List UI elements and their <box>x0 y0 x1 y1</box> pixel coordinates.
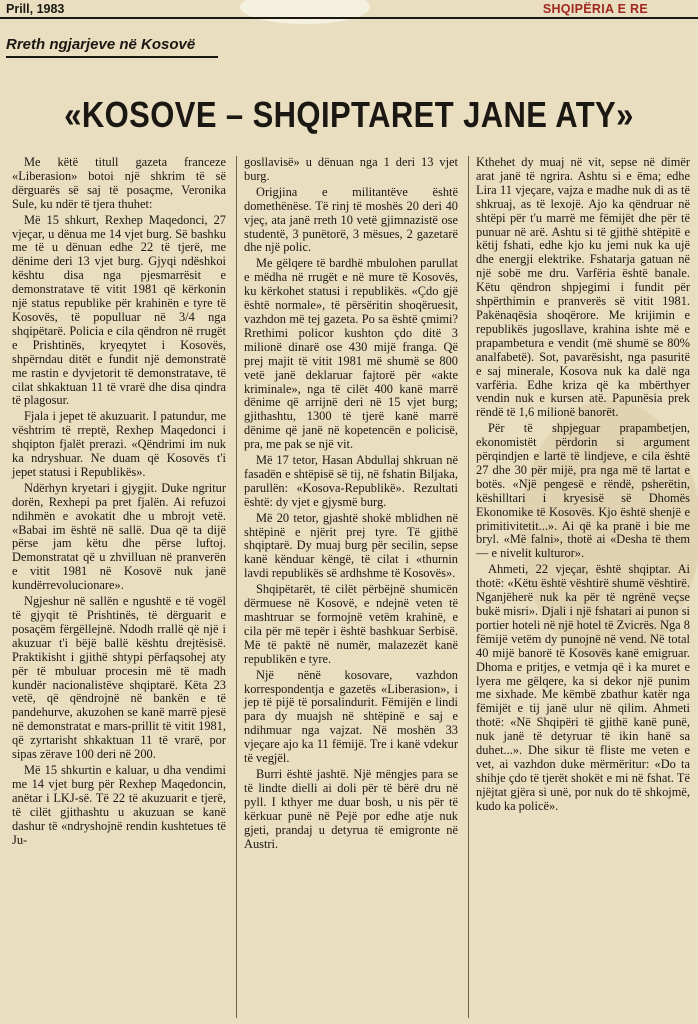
paragraph: Shqipëtarët, të cilët përbëjnë shumicën dërmuese në Kosovë, e ndejnë veten të mashtruar se formojnë vetëm krahinë, e cila për më tepër i është bashkuar Serbisë. Më të paktë në numër, malazezët kanë republikën e tyre. <box>244 582 458 666</box>
section-title: Rreth ngjarjeve në Kosovë <box>6 36 196 53</box>
paragraph: Fjala i jepet të akuzuarit. I patundur, me vështrim të rreptë, Rexhep Maqedonci i shqipton fjalët prerazi. «Qëndrimi im nuk ka ndryshuar. Ne duam që Kosovës t'i jepet statusi i Republikës». <box>12 409 226 479</box>
paragraph: Burri është jashtë. Një mëngjes para se të lindte dielli ai doli për të bërë dru në pyll. I kthyer me duar bosh, u nis për të kërkuar punë në Pejë por edhe atje nuk gjeti, prandaj u detyrua të emigronte në Austri. <box>244 766 458 851</box>
paragraph: Ndërhyn kryetari i gjygjit. Duke ngritur dorën, Rexhepi pa pret fjalën. Ai refuzoi ndihmën e avokatit dhe u mbrojt vetë. «Babai im është në sallë. Dua që ta dijë përse jam këtu dhe përse luftoj. Demonstratat që u zhvilluan në pranverën e vitit 1981 në Kosovë nuk janë kundërrevolucionare». <box>12 480 226 593</box>
paragraph: Me gëlqere të bardhë mbulohen parullat e mëdha në rrugët e në mure të Kosovës, ku kërkohet statusi i republikës. «Çdo gjë është normale», të përsëritin shoqëruesit, vazhdon më tej gazeta. Po sa është çmimi? Rrethimi policor kushton çdo ditë 3 milionë dinarë ose 430 mijë franga. Që prej majit të vitit 1981 më shumë se 800 vetë janë deklaruar fajtorë për «akte kriminale», nga të cilët 400 kanë marrë dënime që arrijnë deri në 15 vjet burg; gjithashtu, 1300 të tjerë kanë marrë dënime që janë në kopetencën e policisë, pra, me pak se një vit. <box>244 256 458 452</box>
column-divider <box>468 156 469 1018</box>
article-headline: «KOSOVE – SHQIPTARET JANE ATY» <box>64 94 634 136</box>
paragraph: Më 15 shkurt, Rexhep Maqedonci, 27 vjeçar, u dënua me 14 vjet burg. Së bashku me të u dënuan edhe 22 të tjerë, me dënime deri 13 vjet burg. Gjyqi ndëshkoi kështu disa nga pjesmarrësit e demonstratave të vitit 1981 që kërkonin një status republike për krahinën e tyre të Kosovës, të populluar në 3/4 nga shqipëtarë. Policia e cila qëndron në rrugët e Prishtinës, kryeqytet i Kosovës, shpërndau ditët e fundit një demonstratë me rastin e dyvjetorit të demonstratave, të cilat shkaktuan 11 të vrarë dhe disa qindra të plagosur. <box>12 212 226 408</box>
article-column-2 <box>244 156 458 853</box>
paragraph: gosllavisë» u dënuan nga 1 deri 13 vjet burg. <box>244 155 458 183</box>
paragraph: Kthehet dy muaj në vit, sepse në dimër arat janë të ngrira. Ashtu si e ëma; edhe Lira 11 vjeçare, vajza e madhe nuk di as të shkruaj, as të lexojë. Ajo ka qëndruar në shtëpi për t'u marrë me fëmijët dhe për të punuar në arë. Ashtu si të gjithë shtëpitë e këtij fshati, edhe kjo ku jemi nuk ka ujë dhe energji elektrike. Fshatarja gatuan në një sobë me dru. Varfëria është banale. Këtu qëndron shpjegimi i fundit për shpërthimin e pranverës së vitit 1981. Pakënaqësia shoqërore. Me krijimin e republikës jugosllave, krahina ishte më e prapambetura e vendit (më shumë se 80% analfabetë). Sot, pavarësisht, nga pasuritë e saj minerale, Kosova nuk ka dalë nga varfëria. Edhe kriza që ka mbërthyer vendin nuk e kursen atë. Papunësia prek rëndë të 1,6 milionë banorët. <box>476 155 690 420</box>
newspaper-name: SHQIPËRIA E RE <box>542 2 648 16</box>
paragraph: Origjina e militantëve është domethënëse. Të rinj të moshës 20 deri 40 vjeç, ata janë rreth 10 vetë gjimnazistë ose studentë, 3 punëtorë, 3 mësues, 2 gazetarë dhe një polic. <box>244 184 458 255</box>
header-rule <box>0 17 698 19</box>
paragraph: Me këtë titull gazeta franceze «Liberasion» botoi një shkrim të së dërguarës së saj të posaçme, Veronika Sule, ku ndër të tjera thuhet: <box>12 155 226 211</box>
paragraph: Më 17 tetor, Hasan Abdullaj shkruan në fasadën e shtëpisë së tij, në fshatin Biljaka, parullën: «Kosova-Republikë». Rezultati është: dy vjet e gjysmë burg. <box>244 453 458 509</box>
paragraph: Ngjeshur në sallën e ngushtë e të vogël të gjyqit të Prishtinës, të dërguarit e posaçëm fërgëllejnë. Ndodh rrallë që një i akuzuar t'i bëjë ballë kështu drejtësisë. Praktikisht i gjithë shtypi përfaqsohej aty për të mbuluar procesin më të madh kundër nacionalistëve shqiptarë. Këta 23 vetë, që qëndrojnë në bankën e të pandehurve, akuzohen se kanë marrë pjesë në demonstratat e mars-prillit të vitit 1981, që zyrtarisht shkaktuan 11 të vrarë, por sipas zërave 100 deri në 200. <box>12 594 226 762</box>
article-column-1 <box>12 156 226 849</box>
section-underline <box>6 56 218 58</box>
paragraph: Ahmeti, 22 vjeçar, është shqiptar. Ai thotë: «Këtu është vështirë shumë vështirë. Nganjëherë nuk ka për të ngrënë veçse bukë misri». Djali i një fshatari ai punon si portier hoteli në një hotel të Zvicrës. Nga 8 fëmijë vetëm dy punojnë në vend. Në total 40 mijë banorë të Kosovës kanë emigruar. Dhoma e pritjes, e vetmja që i ka muret e lyera me gëlqere, ka si dekor një punim me sixhade. Me këmbë zbathur katër nga fëmijët e tij janë ulur në qilim. Ahmeti thotë: «Në Shqipëri të gjithë kanë punë, nuk janë të detyruar të ikin hanë sa duhet...». Dhe sikur të fliste me veten e vet, ai vazhdon duke mërmëritur: «Do ta shihje çdo të tjerët shokët e mi në fshat. Të njëjtat gjëra si unë, por nuk do të shkojmë, kudo ka policë». <box>476 562 690 813</box>
paragraph: Më 15 shkurtin e kaluar, u dha vendimi me 14 vjet burg për Rexhep Maqedoncin, anëtar i LKJ-së. Të 22 të akuzuarit e tjerë, të cilët gjithashtu u akuzuan se kanë dashur të «ndryshojnë rendin kushtetues të Ju- <box>12 762 226 847</box>
column-divider <box>236 156 237 1018</box>
issue-date: Prill, 1983 <box>6 2 65 16</box>
paragraph: Një nënë kosovare, vazhdon korrespondentja e gazetës «Liberasion», i jep të pijë të porsalindurit. Fëmijën e lindi para dy muajsh në shtëpinë e saj e ndihmuar nga vajzat. Në moshën 33 vjeçare ajo ka 11 fëmijë. Tre i kanë vdekur të vegjël. <box>244 667 458 766</box>
article-column-3 <box>476 156 690 816</box>
paragraph: Më 20 tetor, gjashtë shokë mblidhen në shtëpinë e njërit prej tyre. Të gjithë shqiptarë. Dy muaj burg për secilin, sepse kanë kënduar këngë, të cilat i «thurnin lavdi republikës së ardhshme të Kosovës». <box>244 510 458 581</box>
paragraph: Për të shpjeguar prapambetjen, ekonomistët përdorin si argument përqindjen e lartë të lindjeve, e cila është 27 dhe 30 për mijë, pra nga më të lartat e botës. «Një pengesë e rëndë, psherëtin, këshilltari i kryesisë së Dhomës Ekonomike të Kosovës. Kjo është shenjë e primitivitetit...». Ai që ka pranë i bie me bryl. «Më falni», thotë ai «Desha të them — e nivelit kulturor». <box>476 421 690 561</box>
